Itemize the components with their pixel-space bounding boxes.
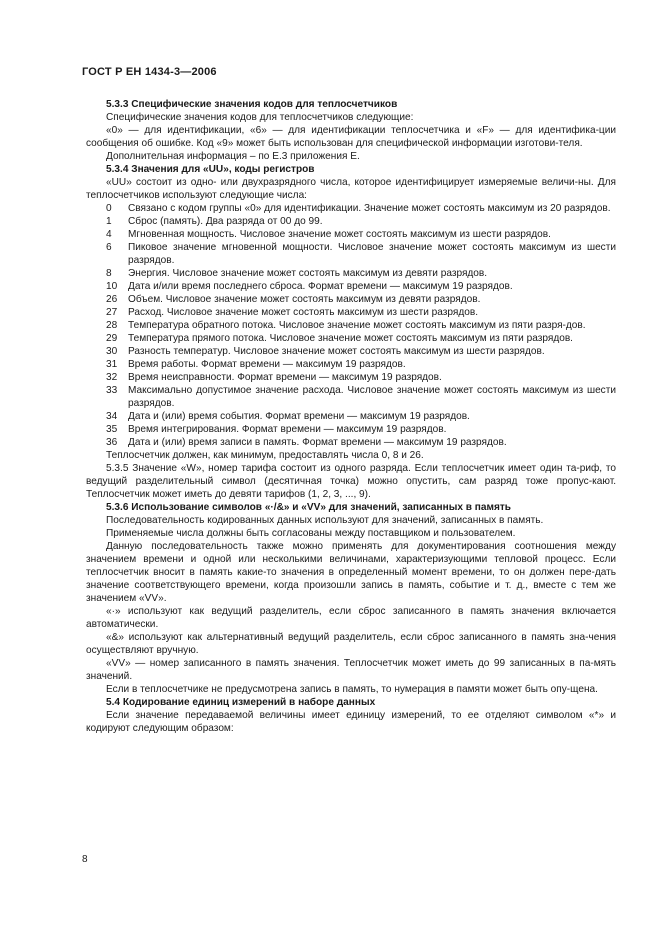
paragraph: «&» используют как альтернативный ведущий разделитель, если сброс записанного в память зна-чения осуществляют вручную. bbox=[86, 632, 616, 656]
list-item bbox=[86, 423, 616, 436]
item-number: 34 bbox=[106, 411, 118, 422]
document-body bbox=[86, 98, 616, 735]
item-text: Дата и (или) время записи в память. Формат времени — максимум 19 разрядов. bbox=[128, 437, 507, 448]
item-number: 35 bbox=[106, 424, 118, 435]
section-5-3-6-heading: 5.3.6 Использование символов «·/&» и «VV» для значений, записанных в память bbox=[106, 502, 511, 513]
paragraph: «UU» состоит из одно- или двухразрядного числа, которое идентифицирует измеряемые величи-ны. Для теплосчетчиков используют следующие числа: bbox=[86, 177, 616, 201]
item-number: 27 bbox=[106, 307, 118, 318]
item-text: Время интегрирования. Формат времени — максимум 19 разрядов. bbox=[128, 424, 447, 435]
item-text: Объем. Числовое значение может состоять максимум из девяти разрядов. bbox=[128, 294, 481, 305]
item-number: 10 bbox=[106, 281, 118, 292]
section-5-3-3-heading: 5.3.3 Специфические значения кодов для теплосчетчиков bbox=[106, 99, 398, 110]
paragraph: Теплосчетчик должен, как минимум, предоставлять числа 0, 8 и 26. bbox=[106, 450, 424, 461]
list-item bbox=[86, 332, 616, 345]
list-item bbox=[86, 436, 616, 449]
item-number: 30 bbox=[106, 346, 118, 357]
list-item bbox=[86, 241, 616, 267]
item-number: 1 bbox=[106, 216, 112, 227]
paragraph: «VV» — номер записанного в память значения. Теплосчетчик может иметь до 99 записанных в па-мять значений. bbox=[86, 658, 616, 682]
paragraph: Данную последовательность также можно применять для документирования соотношения между значением времени и одной или несколькими величинами, характеризующими тепловой процесс. Если теплосчетчик вносит в память какие-то значения в определенный момент времени, то он должен пере-дать значение соответствующего времени, когда произошли запись в память, событие и т. д., вместе с тем же значением «VV». bbox=[86, 541, 616, 604]
item-number: 32 bbox=[106, 372, 118, 383]
document-header: ГОСТ Р ЕН 1434-3—2006 bbox=[82, 66, 217, 78]
list-item bbox=[86, 267, 616, 280]
item-text: Мгновенная мощность. Числовое значение может состоять максимум из шести разрядов. bbox=[128, 229, 551, 240]
item-text: Температура обратного потока. Числовое значение может состоять максимум из пяти разря-дов. bbox=[128, 320, 586, 331]
paragraph: Если значение передаваемой величины имеет единицу измерений, то ее отделяют символом «*» и кодируют следующим образом: bbox=[86, 710, 616, 734]
item-number: 36 bbox=[106, 437, 118, 448]
list-item bbox=[86, 306, 616, 319]
paragraph: Если в теплосчетчике не предусмотрена запись в память, то нумерация в памяти может быть опу-щена. bbox=[106, 684, 598, 695]
list-item bbox=[86, 293, 616, 306]
item-text: Связано с кодом группы «0» для идентификации. Значение может состоять максимум из 20 разрядов. bbox=[128, 203, 611, 214]
list-item bbox=[86, 228, 616, 241]
item-text: Температура прямого потока. Числовое значение может состоять максимум из пяти разрядов. bbox=[128, 333, 573, 344]
item-text: Дата и (или) время события. Формат времени — максимум 19 разрядов. bbox=[128, 411, 470, 422]
item-text: Дата и/или время последнего сброса. Формат времени — максимум 19 разрядов. bbox=[128, 281, 513, 292]
paragraph: Применяемые числа должны быть согласованы между поставщиком и пользователем. bbox=[106, 528, 516, 539]
item-text: Энергия. Числовое значение может состоять максимум из девяти разрядов. bbox=[128, 268, 488, 279]
item-number: 33 bbox=[106, 385, 118, 396]
item-text: Разность температур. Числовое значение может состоять максимум из шести разрядов. bbox=[128, 346, 545, 357]
section-5-3-5-paragraph: 5.3.5 Значение «W», номер тарифа состоит из одного разряда. Если теплосчетчик имеет один та-риф, то ведущий разделительный символ (десятичная точка) можно опустить, сам разряд тоже пропус-кают. Теплосчетчик может иметь до девяти тарифов (1, 2, 3, ..., 9). bbox=[86, 463, 616, 500]
list-item bbox=[86, 280, 616, 293]
list-item bbox=[86, 215, 616, 228]
item-number: 8 bbox=[106, 268, 112, 279]
item-text: Время работы. Формат времени — максимум 19 разрядов. bbox=[128, 359, 406, 370]
list-item bbox=[86, 358, 616, 371]
list-item bbox=[86, 345, 616, 358]
paragraph: «0» — для идентификации, «6» — для идентификации теплосчетчика и «F» — для идентифика-ции сообщения об ошибке. Код «9» может быть использован для специфической информации изготови-теля. bbox=[86, 125, 616, 149]
item-number: 4 bbox=[106, 229, 112, 240]
register-code-list bbox=[86, 202, 616, 449]
page-number: 8 bbox=[82, 854, 88, 865]
item-text: Время неисправности. Формат времени — максимум 19 разрядов. bbox=[128, 372, 442, 383]
item-number: 0 bbox=[106, 203, 112, 214]
item-number: 26 bbox=[106, 294, 118, 305]
list-item bbox=[86, 202, 616, 215]
section-5-3-4-heading: 5.3.4 Значения для «UU», коды регистров bbox=[106, 164, 315, 175]
item-number: 29 bbox=[106, 333, 118, 344]
section-5-4-heading: 5.4 Кодирование единиц измерений в наборе данных bbox=[106, 697, 376, 708]
list-item bbox=[86, 410, 616, 423]
paragraph: «·» используют как ведущий разделитель, если сброс записанного в память значения включается автоматически. bbox=[86, 606, 616, 630]
list-item bbox=[86, 384, 616, 410]
paragraph: Специфические значения кодов для теплосчетчиков следующие: bbox=[106, 112, 414, 123]
item-text: Максимально допустимое значение расхода. Числовое значение может состоять максимум из шести разрядов. bbox=[128, 385, 616, 409]
paragraph: Последовательность кодированных данных используют для значений, записанных в память. bbox=[106, 515, 544, 526]
list-item bbox=[86, 319, 616, 332]
item-number: 6 bbox=[106, 242, 112, 253]
item-text: Расход. Числовое значение может состоять максимум из шести разрядов. bbox=[128, 307, 479, 318]
item-text: Пиковое значение мгновенной мощности. Числовое значение может состоять максимум из шести разрядов. bbox=[128, 242, 616, 266]
list-item bbox=[86, 371, 616, 384]
item-text: Сброс (память). Два разряда от 00 до 99. bbox=[128, 216, 323, 227]
item-number: 28 bbox=[106, 320, 118, 331]
item-number: 31 bbox=[106, 359, 118, 370]
paragraph: Дополнительная информация – по Е.3 приложения Е. bbox=[106, 151, 360, 162]
